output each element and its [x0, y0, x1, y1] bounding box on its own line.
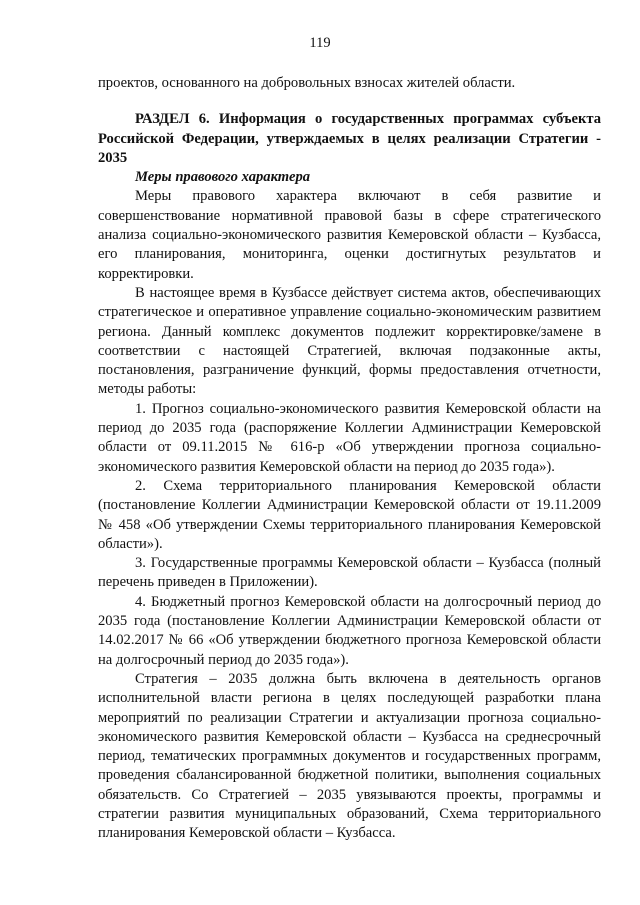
list-item-3: 3. Государственные программы Кемеровской области – Кузбасса (полный перечень приведен в Приложении). — [98, 555, 601, 591]
paragraph-2: В настоящее время в Кузбассе действует система актов, обеспечивающих стратегическое и оперативное управление социально-экономическим развитием региона. Данный комплекс документов подлежит корректировке/замене в соответствии с настоящей Стратегией, включая подзаконные акты, постановления, разграничение функций, формы предоставления отчетности, методы работы: — [98, 284, 601, 398]
paragraph-3: Стратегия – 2035 должна быть включена в деятельность органов исполнительной власти региона в целях последующей разработки плана мероприятий по реализации Стратегии и актуализации прогноза социально-экономического развития Кемеровской области – Кузбасса на среднесрочный период, тематических программных документов и государственных программ, проведения сбалансированной бюджетной политики, выполнения социальных обязательств. Со Стратегией – 2035 увязываются проекты, программы и стратегии развития муниципальных образований, Схема территориального планирования Кемеровской области – Кузбасса. — [98, 670, 601, 842]
list-item-1: 1. Прогноз социально-экономического развития Кемеровской области на период до 2035 года (распоряжение Коллегии Администрации Кемеровской области от 09.11.2015 № 616-р «Об утверждении прогноза социально-экономического развития Кемеровской области на период до 2035 года»). — [98, 400, 601, 475]
page-content — [98, 74, 601, 844]
continuation-paragraph: проектов, основанного на добровольных взносах жителей области. — [98, 75, 516, 91]
list-item-4: 4. Бюджетный прогноз Кемеровской области на долгосрочный период до 2035 года (постановление Коллегии Администрации Кемеровской области от 14.02.2017 № 66 «Об утверждении бюджетного прогноза Кемеровской области на долгосрочный период до 2035 года»). — [98, 593, 601, 668]
page-number: 119 — [309, 35, 331, 51]
section-heading: РАЗДЕЛ 6. Информация о государственных программах субъекта Российской Федерации, утверждаемых в целях реализации Стратегии - 2035 — [98, 111, 601, 166]
subheading: Меры правового характера — [135, 169, 311, 186]
list-item-2: 2. Схема территориального планирования Кемеровской области (постановление Коллегии Администрации Кемеровской области от 19.11.2009 № 458 «Об утверждении Схемы территориального планирования Кемеровской области»). — [98, 477, 601, 552]
paragraph-1: Меры правового характера включают в себя развитие и совершенствование нормативной правовой базы в сфере стратегического анализа социально-экономического развития Кемеровской области – Кузбасса, его планирования, мониторинга, оценки достигнутых результатов и корректировки. — [98, 188, 601, 282]
